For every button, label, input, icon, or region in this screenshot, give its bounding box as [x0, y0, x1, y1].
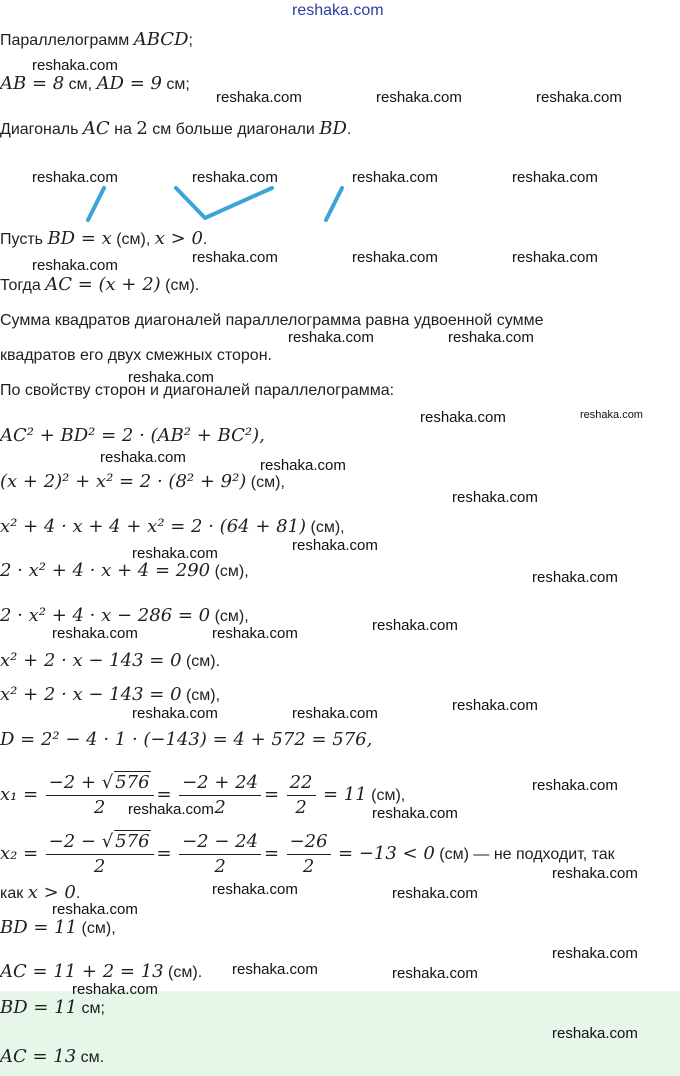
- numerator: 22: [287, 772, 316, 796]
- watermark: reshaka.com: [392, 885, 478, 902]
- text: (см),: [246, 474, 285, 491]
- rule-line-1: [0, 311, 543, 331]
- text: .: [75, 885, 81, 902]
- watermark: reshaka.com: [532, 777, 618, 794]
- given-parallelogram: [0, 30, 193, 51]
- denominator: 2: [214, 797, 226, 819]
- stroke-2: [176, 188, 272, 218]
- watermark: reshaka.com: [100, 449, 186, 466]
- math: 2 · x² + 4 · x − 286 = 0: [0, 605, 211, 626]
- text: ;: [188, 32, 193, 49]
- math: −2 −: [48, 831, 102, 853]
- given-sides: [0, 74, 190, 95]
- math: x² + 2 · x − 143 = 0: [0, 684, 182, 705]
- watermark: reshaka.com: [392, 965, 478, 982]
- math: BD = 11: [0, 997, 78, 1018]
- numerator: −26: [287, 831, 331, 855]
- let-bd: [0, 229, 207, 250]
- watermark: reshaka.com: [372, 805, 458, 822]
- watermark: reshaka.com: [532, 569, 618, 586]
- watermark: reshaka.com: [132, 545, 218, 562]
- text: на: [109, 121, 137, 138]
- stroke-3: [326, 188, 342, 220]
- math: AC = 11 + 2 = 13: [0, 961, 164, 982]
- equation-1: [0, 426, 265, 447]
- math: 2 · x² + 4 · x + 4 = 290: [0, 560, 211, 581]
- discriminant: [0, 730, 372, 751]
- text: (см),: [111, 231, 155, 248]
- math: AC² + BD² = 2 · (AB² + BC²),: [0, 425, 265, 446]
- math: ABCD: [133, 29, 189, 50]
- watermark: reshaka.com: [420, 409, 506, 426]
- watermark: reshaka.com: [512, 249, 598, 266]
- watermark: reshaka.com: [292, 2, 384, 19]
- ac-result: [0, 962, 202, 983]
- denominator: 2: [93, 856, 106, 878]
- math: 2: [136, 118, 148, 139]
- root-x2: x₂ = $\frac{-2 - √ 576}{2}$ = $\frac{-2 - 24}{2}$ = $\frac{-26}{2}$ = −13 < 0 (см) — не подходит, так: [0, 831, 615, 878]
- text: Пусть: [0, 231, 48, 248]
- math: D = 2² − 4 · 1 · (−143) = 4 + 572 = 576,: [0, 729, 373, 750]
- given-diagonals: [0, 119, 351, 140]
- sqrt-value: 576: [115, 772, 150, 794]
- text: (см),: [181, 687, 221, 704]
- equation-3: [0, 517, 345, 538]
- watermark: reshaka.com: [552, 1025, 638, 1042]
- stroke-1: [88, 188, 104, 220]
- numerator: −2 + 24: [179, 772, 261, 796]
- watermark: reshaka.com: [52, 625, 138, 642]
- answer-bd: [0, 998, 105, 1019]
- math: x₁ =: [0, 784, 39, 805]
- equation-7: [0, 685, 220, 706]
- watermark: reshaka.com: [288, 329, 374, 346]
- text: Тогда: [0, 277, 46, 294]
- watermark: reshaka.com: [448, 329, 534, 346]
- math: = −13 < 0: [338, 843, 435, 864]
- text: см больше диагонали: [147, 121, 320, 138]
- watermark: reshaka.com: [260, 457, 346, 474]
- watermark: reshaka.com: [580, 409, 643, 421]
- watermark: reshaka.com: [292, 537, 378, 554]
- text: (см).: [160, 277, 200, 294]
- watermark: reshaka.com: [128, 801, 214, 818]
- fraction: [46, 831, 154, 878]
- sqrt-value: 576: [115, 831, 150, 853]
- denominator: 2: [93, 797, 106, 819]
- then-ac: [0, 275, 199, 296]
- watermark: reshaka.com: [32, 257, 118, 274]
- watermark: reshaka.com: [452, 697, 538, 714]
- numerator: −2 + √ 576: [46, 772, 154, 796]
- rule-line-2: [0, 346, 272, 366]
- equation-6: [0, 651, 220, 672]
- text: см;: [77, 1000, 105, 1017]
- text: (см),: [306, 519, 345, 536]
- text: см,: [64, 76, 97, 93]
- fraction: [287, 831, 331, 878]
- watermark: reshaka.com: [536, 89, 622, 106]
- text: см.: [76, 1049, 105, 1066]
- watermark: reshaka.com: [376, 89, 462, 106]
- text: Параллелограмм: [0, 32, 134, 49]
- math: AB = 8: [0, 73, 65, 94]
- math: = 11: [322, 784, 367, 805]
- watermark: reshaka.com: [452, 489, 538, 506]
- equation-4: [0, 561, 249, 582]
- denominator: 2: [302, 856, 315, 878]
- watermark: reshaka.com: [32, 169, 118, 186]
- watermark: reshaka.com: [512, 169, 598, 186]
- text: Сумма квадратов диагоналей параллелограмма равна удвоенной сумме: [0, 312, 544, 329]
- math: BD = 11: [0, 917, 78, 938]
- root-x1: x₁ = $\frac{-2 + √ 576}{2}$ = $\frac{-2 + 24}{2}$ = $\frac{22}{2}$ = 11 (см),: [0, 772, 406, 819]
- watermark: reshaka.com: [216, 89, 302, 106]
- math: x₂ =: [0, 843, 39, 864]
- math: −2 +: [48, 772, 102, 794]
- watermark: reshaka.com: [192, 169, 278, 186]
- denominator: 2: [214, 856, 226, 878]
- denominator: 2: [295, 797, 307, 819]
- text: (см).: [181, 653, 221, 670]
- watermark: reshaka.com: [192, 249, 278, 266]
- math: BD = x: [47, 228, 112, 249]
- text: (см),: [210, 608, 249, 625]
- watermark: reshaka.com: [352, 169, 438, 186]
- equation-5: [0, 606, 249, 627]
- watermark: reshaka.com: [292, 705, 378, 722]
- fraction: [287, 772, 316, 819]
- numerator: −2 − 24: [179, 831, 261, 855]
- math: AC = (x + 2): [45, 274, 161, 295]
- math: x² + 2 · x − 143 = 0: [0, 650, 182, 671]
- text: см;: [161, 76, 190, 93]
- math: x > 0: [27, 882, 76, 903]
- watermark: reshaka.com: [212, 625, 298, 642]
- text: .: [346, 121, 352, 138]
- decorative-strokes: [0, 180, 680, 230]
- fraction: [179, 831, 261, 878]
- text: (см) — не подходит, так: [434, 846, 615, 863]
- text: (см),: [366, 787, 406, 804]
- text: (см),: [210, 563, 249, 580]
- text: квадратов его двух смежных сторон.: [0, 347, 272, 364]
- watermark: reshaka.com: [372, 617, 458, 634]
- numerator: −2 − √ 576: [46, 831, 154, 855]
- answer-ac: [0, 1047, 104, 1068]
- math: BD: [319, 118, 347, 139]
- watermark: reshaka.com: [232, 961, 318, 978]
- watermark: reshaka.com: [128, 369, 214, 386]
- watermark: reshaka.com: [552, 865, 638, 882]
- text: По свойству сторон и диагоналей параллелограмма:: [0, 382, 395, 399]
- math: (x + 2)² + x² = 2 · (8² + 9²): [0, 471, 247, 492]
- math: AC = 13: [0, 1046, 77, 1067]
- math: AD = 9: [96, 73, 162, 94]
- watermark: reshaka.com: [132, 705, 218, 722]
- bd-result: [0, 918, 116, 939]
- math: AC: [82, 118, 110, 139]
- text: (см),: [77, 920, 116, 937]
- text: Диагональ: [0, 121, 83, 138]
- equation-2: [0, 472, 285, 493]
- text: (см).: [163, 964, 203, 981]
- text: как: [0, 885, 28, 902]
- watermark: reshaka.com: [72, 981, 158, 998]
- watermark: reshaka.com: [352, 249, 438, 266]
- watermark: reshaka.com: [32, 57, 118, 74]
- math: x > 0: [154, 228, 203, 249]
- watermark: reshaka.com: [52, 901, 138, 918]
- math: x² + 4 · x + 4 + x² = 2 · (64 + 81): [0, 516, 307, 537]
- watermark: reshaka.com: [552, 945, 638, 962]
- watermark: reshaka.com: [212, 881, 298, 898]
- text: .: [202, 231, 208, 248]
